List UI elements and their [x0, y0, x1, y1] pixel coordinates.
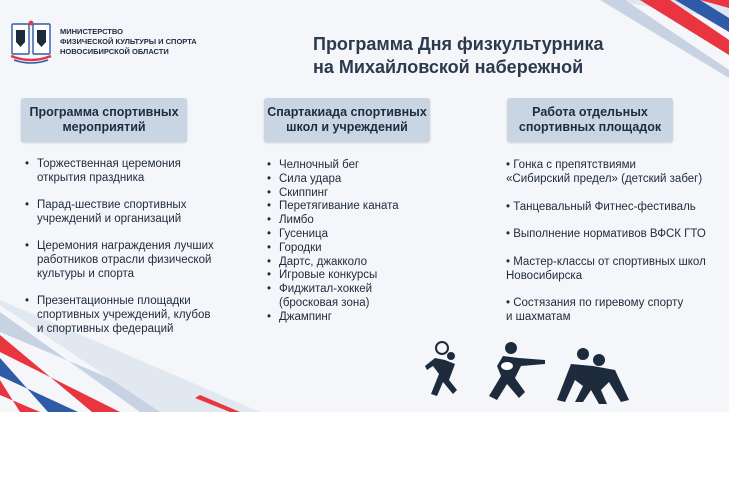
column-header-sports-events	[21, 98, 187, 142]
item-line: • Сила удара	[279, 172, 342, 185]
item-line: «Сибирский предел» (детский забег)	[506, 173, 703, 185]
item-line: • Гонка с препятствиями	[506, 159, 636, 171]
list-item	[506, 227, 726, 241]
item-line: • Перетягивание каната	[279, 200, 399, 213]
item-line: • Фиджитал-хоккей	[279, 283, 373, 296]
item-line: • Парад-шествие спортивных	[37, 199, 187, 211]
item-line: • Выполнение нормативов ВФСК ГТО	[506, 228, 706, 240]
list-item	[267, 200, 467, 214]
item-line: • Скиппинг	[279, 186, 329, 199]
item-line: • Церемония награждения лучших	[37, 240, 214, 252]
ministry-line-3: НОВОСИБИРСКОЙ ОБЛАСТИ	[60, 47, 169, 56]
list-item	[506, 158, 726, 186]
title-line-1: Программа Дня физкультурника	[313, 34, 604, 54]
list-item	[25, 198, 245, 226]
list-item	[25, 294, 245, 336]
item-line: • Лимбо	[279, 214, 314, 227]
column-header-sports-grounds	[507, 98, 673, 142]
item-line: • Джампинг	[279, 310, 332, 323]
header-line: спортивных площадок	[518, 120, 662, 134]
list-item	[267, 256, 467, 270]
item-line: и шахматам	[506, 311, 571, 323]
list-item	[267, 269, 467, 283]
header-line: школ и учреждений	[286, 120, 408, 134]
list-item	[267, 173, 467, 187]
item-line: работников отрасли физической	[37, 254, 212, 266]
item-line: • Городки	[279, 241, 322, 254]
item-line: культуры и спорта	[37, 268, 135, 280]
item-line: • Игровые конкурсы	[279, 269, 378, 282]
item-line: (бросковая зона)	[279, 296, 370, 309]
item-line: спортивных учреждений, клубов	[37, 309, 211, 321]
list-item	[267, 311, 467, 325]
item-line: • Состязания по гиревому спорту	[506, 297, 684, 309]
header-line: Работа отдельных	[532, 105, 648, 119]
list-item	[267, 283, 467, 311]
header-line: мероприятий	[62, 120, 146, 134]
item-line: • Гусеница	[279, 227, 328, 240]
item-line: и спортивных федераций	[37, 323, 174, 335]
page-title	[313, 33, 604, 79]
list-item	[506, 255, 726, 283]
ministry-name	[60, 27, 197, 57]
item-line: • Челночный бег	[279, 159, 360, 171]
item-line: Новосибирска	[506, 269, 583, 282]
item-line: • Презентационные площадки	[37, 295, 191, 307]
volleyball-player-icon	[425, 342, 457, 396]
column-header-spartakiad	[264, 98, 430, 142]
list-item	[267, 242, 467, 256]
list-item	[267, 187, 467, 201]
list-item	[506, 296, 726, 324]
title-line-2: на Михайловской набережной	[313, 57, 584, 77]
wrestlers-icon	[557, 348, 629, 404]
ministry-line-1: МИНИСТЕРСТВО	[60, 27, 123, 36]
list-item	[25, 157, 245, 185]
coat-of-arms-icon	[10, 20, 52, 64]
list-item	[267, 228, 467, 242]
spartakiad-list	[267, 159, 467, 325]
list-item	[267, 159, 467, 173]
item-line: учреждений и организаций	[37, 213, 182, 225]
item-line: • Мастер-классы от спортивных школ	[506, 255, 706, 268]
header-line: Программа спортивных	[29, 105, 179, 119]
item-line: • Танцевальный Фитнес-фестиваль	[506, 200, 696, 213]
item-line: открытия праздника	[37, 172, 145, 184]
item-line: • Дартс, джакколо	[279, 255, 367, 268]
sports-events-list	[25, 157, 245, 349]
list-item	[267, 214, 467, 228]
item-line: • Торжественная церемония	[37, 158, 181, 170]
header-line: Спартакиада спортивных	[267, 105, 427, 119]
sport-pictograms	[415, 340, 635, 410]
rugby-player-icon	[489, 342, 545, 400]
list-item	[506, 200, 726, 214]
sports-grounds-list	[506, 158, 726, 338]
list-item	[25, 239, 245, 281]
ministry-line-2: ФИЗИЧЕСКОЙ КУЛЬТУРЫ И СПОРТА	[60, 37, 197, 46]
